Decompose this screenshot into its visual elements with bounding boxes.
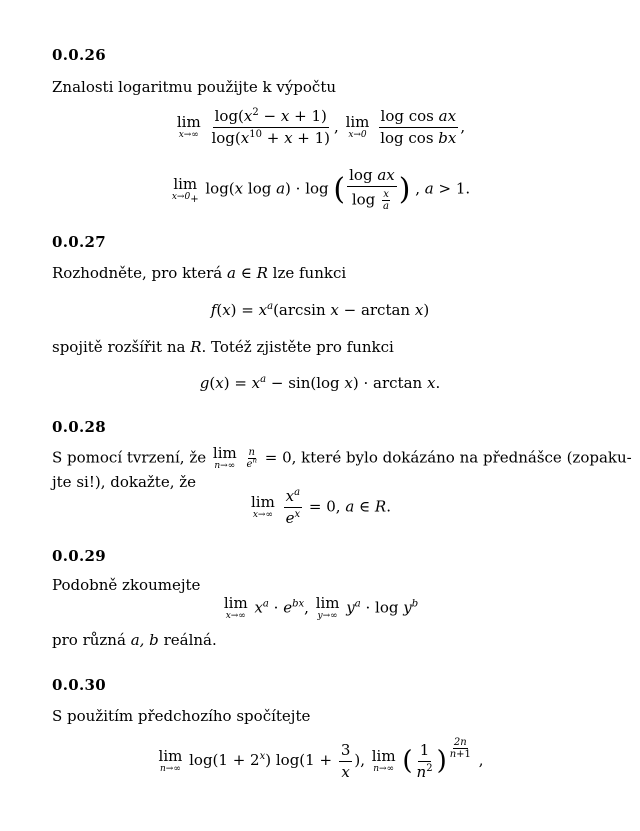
section-number: 0.0.27 — [52, 233, 106, 251]
formula-limits-logarithm: lim x→∞ $\frac{\log(x^2 - x + 1)}{\log(x^{10} + x + 1)}$ , lim x→0 $\frac{\text{log cos ax}}{\text{log cos bx}}$ , — [176, 107, 466, 147]
section-text: Znalosti logaritmu použijte k výpočtu — [52, 78, 337, 96]
section-number: 0.0.30 — [52, 676, 106, 694]
section-text: S použitím předchozího spočítejte — [52, 707, 311, 725]
formula-limit-log-product: lim $x\to 0_+$ log(x log a) · log ( log ax log $\frac{x}{a}$ ) , a > 1. — [171, 166, 471, 212]
section-text: spojitě rozšířit na R. Totéž zjistěte pro funkci — [52, 338, 394, 356]
formula-limits-final: lim n→∞ $\log(1 + 2^x)$ log(1 + $\frac{3}{x}$ ), lim n→∞ ( $\frac{1}{n^2}$ ) $^{\frac{2n}{n+1}}$ , — [158, 737, 484, 781]
section-text: Podobně zkoumejte — [52, 576, 201, 594]
section-text: Rozhodněte, pro která a ∈ R lze funkci — [52, 264, 347, 282]
formula-limits-power-log: lim x→∞ $x^a \cdot e^{bx}$, lim y→∞ $y^a \cdot \log y^b$ — [223, 594, 419, 621]
section-text: pro různá a, b reálná. — [52, 631, 217, 649]
section-text: S pomocí tvrzení, že lim n→∞ $\frac{n}{e^n}$ = 0, které bylo dokázáno na přednášce (zopaku- — [52, 444, 632, 471]
section-text: jte si!), dokažte, že — [52, 473, 197, 491]
section-number: 0.0.28 — [52, 418, 106, 436]
formula-f: $f(x) = x^a(\arcsin$ x − arctan x) — [210, 301, 430, 319]
section-number: 0.0.29 — [52, 547, 106, 565]
formula-g: $g(x) = x^a - \sin(\log$ x) · arctan x. — [199, 374, 441, 392]
section-number: 0.0.26 — [52, 46, 106, 64]
formula-limit-power-exp: lim x→∞ $\frac{x^a}{e^x}$ = 0, a ∈ R. — [251, 487, 391, 527]
